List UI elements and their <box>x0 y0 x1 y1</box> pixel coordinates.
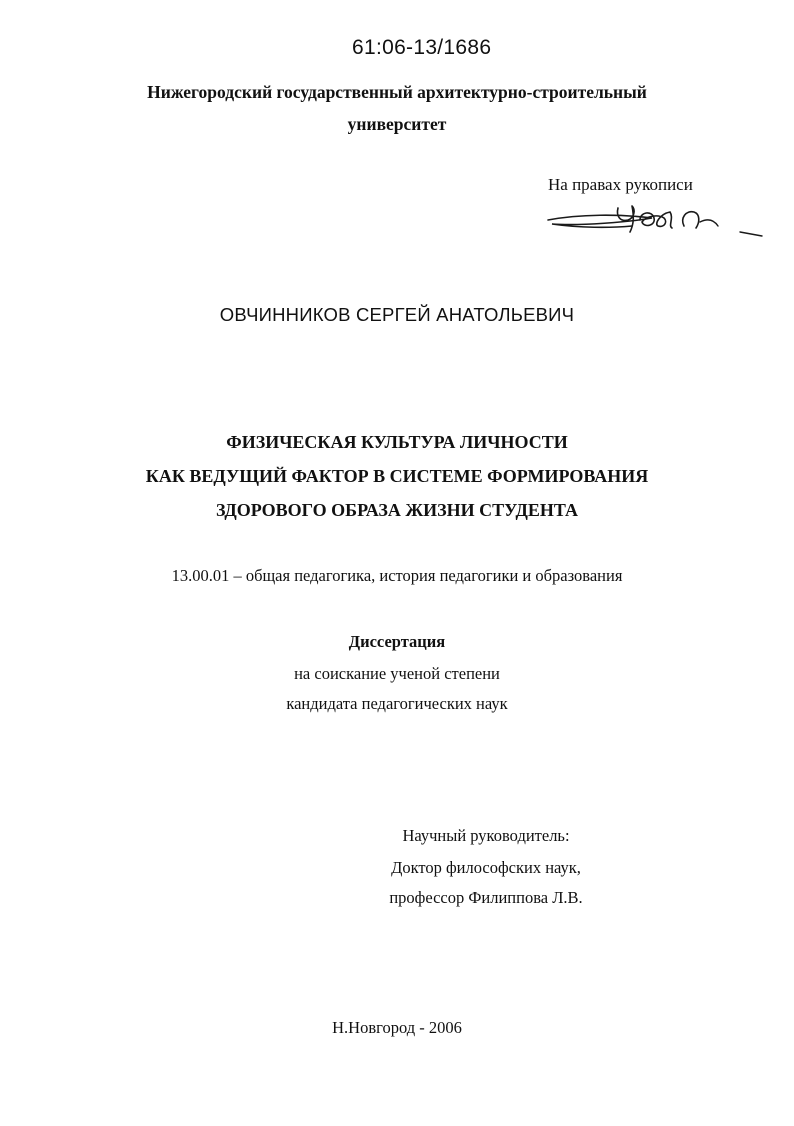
author-name: ОВЧИННИКОВ СЕРГЕЙ АНАТОЛЬЕВИЧ <box>219 304 575 325</box>
supervisor-degree: Доктор философских наук, <box>391 858 581 877</box>
university-name-line1: Нижегородский государственный архитектурно-строительный <box>147 82 647 102</box>
title-line1: ФИЗИЧЕСКАЯ КУЛЬТУРА ЛИЧНОСТИ <box>226 432 568 452</box>
place-and-year: Н.Новгород - 2006 <box>332 1018 462 1037</box>
supervisor-name: профессор Филиппова Л.В. <box>389 888 583 907</box>
supervisor-label: Научный руководитель: <box>402 826 570 845</box>
degree-line2: кандидата педагогических наук <box>286 694 508 713</box>
degree-line1: на соискание ученой степени <box>294 664 500 683</box>
document-type: Диссертация <box>348 632 446 651</box>
author-signature <box>540 198 770 254</box>
title-line3: ЗДОРОВОГО ОБРАЗА ЖИЗНИ СТУДЕНТА <box>215 500 579 520</box>
university-name-line2: университет <box>347 114 447 134</box>
title-line2: КАК ВЕДУЩИЙ ФАКТОР В СИСТЕМЕ ФОРМИРОВАНИЯ <box>145 466 649 486</box>
specialty-code: 13.00.01 – общая педагогика, история педагогики и образования <box>171 566 623 585</box>
catalog-number: 61:06-13/1686 <box>352 36 492 59</box>
manuscript-rights-note: На правах рукописи <box>548 175 693 194</box>
